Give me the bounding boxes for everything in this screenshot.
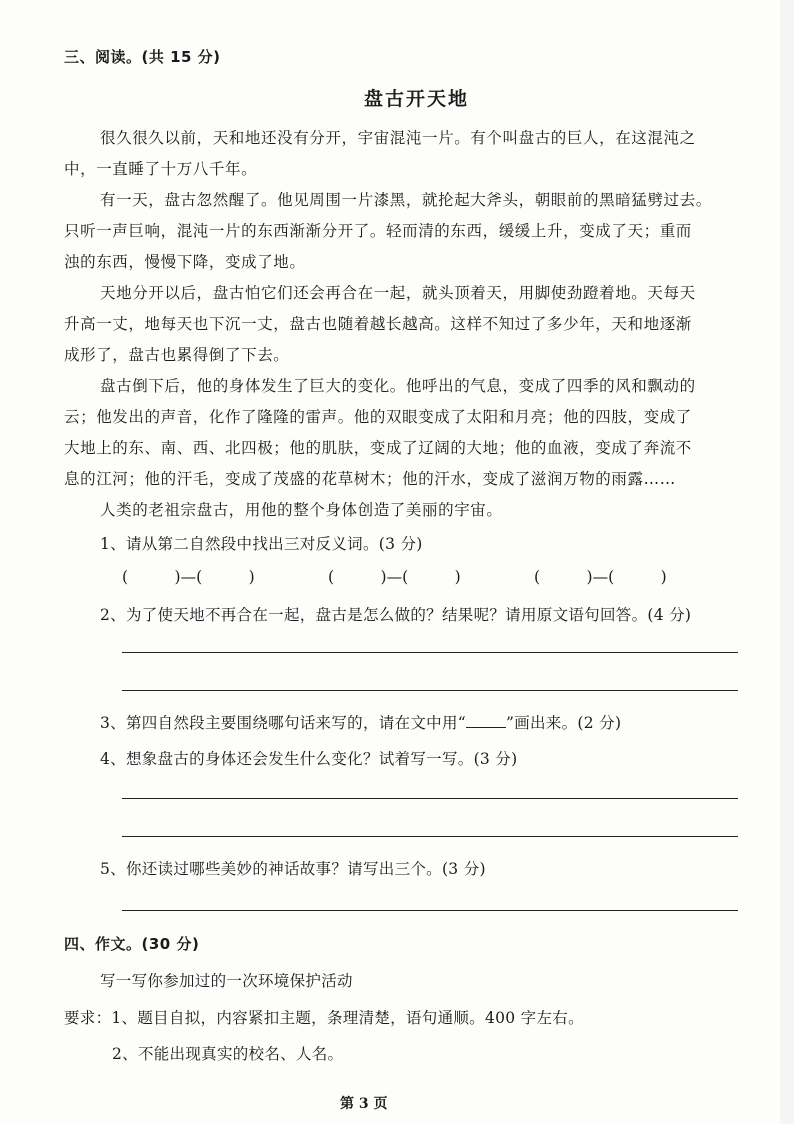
antonym-pair-blank-1[interactable]: ( )—( ) (122, 568, 255, 586)
antonym-pair-blank-3[interactable]: ( )—( ) (534, 568, 667, 586)
composition-prompt: 写一写你参加过的一次环境保护活动 (100, 972, 353, 990)
passage-line: 成形了，盘古也累得倒了下去。 (64, 346, 290, 364)
composition-requirement-1: 要求：1、题目自拟，内容紧扣主题，条理清楚，语句通顺。400 字左右。 (64, 1009, 584, 1027)
section-3-heading: 三、阅读。(共 15 分) (64, 48, 221, 66)
passage-line: 息的江河；他的汗毛，变成了茂盛的花草树木；他的汗水，变成了滋润万物的雨露…… (64, 470, 676, 488)
answer-line-q4-2[interactable] (122, 836, 738, 837)
answer-line-q2-1[interactable] (122, 652, 738, 653)
passage-line: 盘古倒下后，他的身体发生了巨大的变化。他呼出的气息，变成了四季的风和飘动的 (100, 377, 696, 395)
question-2: 2、为了使天地不再合在一起，盘古是怎么做的？结果呢？请用原文语句回答。(4 分) (100, 606, 692, 624)
passage-line: 天地分开以后，盘古怕它们还会再合在一起，就头顶着天，用脚使劲蹬着地。天每天 (100, 284, 696, 302)
passage-line: 大地上的东、南、西、北四极；他的肌肤，变成了辽阔的大地；他的血液，变成了奔流不 (64, 439, 692, 457)
question-3 (100, 711, 621, 733)
passage-line: 中，一直睡了十万八千年。 (64, 160, 258, 178)
question-5: 5、你还读过哪些美妙的神话故事？请写出三个。(3 分) (100, 860, 486, 878)
passage-line: 只听一声巨响，混沌一片的东西渐渐分开了。轻而清的东西，缓缓上升，变成了天；重而 (64, 222, 692, 240)
question-1: 1、请从第二自然段中找出三对反义词。(3 分) (100, 535, 423, 553)
answer-line-q2-2[interactable] (122, 690, 738, 691)
underline-sample (466, 713, 506, 728)
passage-line: 有一天，盘古忽然醒了。他见周围一片漆黑，就抡起大斧头，朝眼前的黑暗猛劈过去。 (100, 191, 712, 209)
question-4: 4、想象盘古的身体还会发生什么变化？试着写一写。(3 分) (100, 750, 518, 768)
passage-title: 盘古开天地 (364, 88, 470, 110)
passage-line: 云；他发出的声音，化作了隆隆的雷声。他的双眼变成了太阳和月亮；他的四肢，变成了 (64, 408, 692, 426)
question-3-text-before: 3、第四自然段主要围绕哪句话来写的，请在文中用“ (100, 714, 466, 732)
passage-line: 浊的东西，慢慢下降，变成了地。 (64, 253, 306, 271)
answer-line-q4-1[interactable] (122, 798, 738, 799)
section-4-heading: 四、作文。(30 分) (64, 935, 200, 953)
passage-line: 很久很久以前，天和地还没有分开，宇宙混沌一片。有个叫盘古的巨人，在这混沌之 (100, 129, 696, 147)
passage-line: 升高一丈，地每天也下沉一丈，盘古也随着越长越高。这样不知过了多少年，天和地逐渐 (64, 315, 692, 333)
question-3-text-after: ”画出来。(2 分) (506, 714, 622, 732)
antonym-pair-blank-2[interactable]: ( )—( ) (328, 568, 461, 586)
page-number: 第 3 页 (340, 1096, 388, 1112)
scan-edge-shadow (780, 0, 794, 1124)
passage-line: 人类的老祖宗盘古，用他的整个身体创造了美丽的宇宙。 (100, 501, 503, 519)
answer-line-q5-1[interactable] (122, 910, 738, 911)
composition-requirement-2: 2、不能出现真实的校名、人名。 (112, 1045, 344, 1063)
